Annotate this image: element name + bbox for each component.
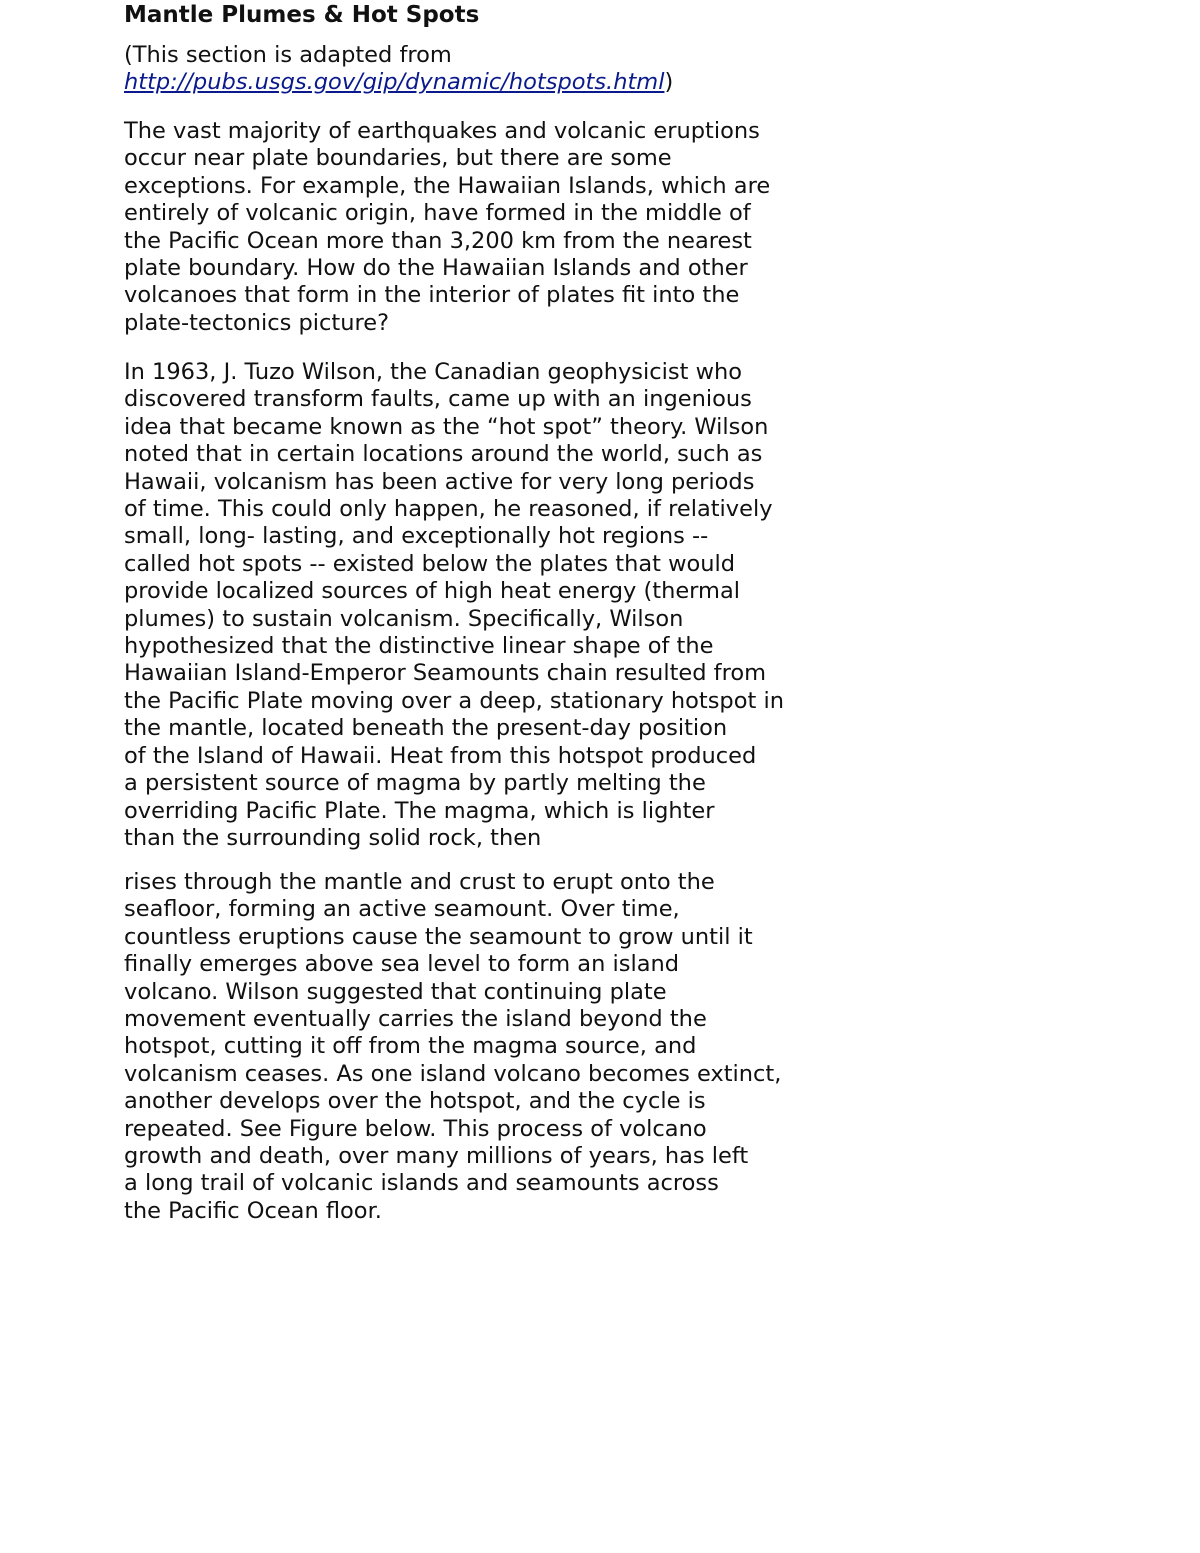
paragraph-line: volcanism ceases. As one island volcano becomes extinct, [124,1060,782,1087]
paragraph-3 [124,869,781,1225]
paragraph-line: finally emerges above sea level to form an island [124,951,680,978]
paragraph-line: another develops over the hotspot, and the cycle is [124,1088,706,1115]
paragraph-line: movement eventually carries the island beyond the [124,1006,707,1033]
paragraph-line: the Pacific Ocean more than 3,200 km from the nearest [124,227,752,254]
paragraph-line: countless eruptions cause the seamount to grow until it [124,923,753,950]
paragraph-line: of time. This could only happen, he reasoned, if relatively [124,496,773,523]
source-suffix: ) [664,69,674,96]
paragraph-line: volcanoes that form in the interior of plates fit into the [124,282,740,309]
paragraph-line: the mantle, located beneath the present-day position [124,715,728,742]
paragraph-line: volcano. Wilson suggested that continuing plate [124,978,667,1005]
paragraph-1 [124,118,770,337]
paragraph-line: plate-tectonics picture? [124,309,390,336]
paragraph-line: than the surrounding solid rock, then [124,824,542,851]
source-link-line [124,69,673,96]
paragraph-line: occur near plate boundaries, but there are some [124,145,672,172]
paragraph-line: discovered transform faults, came up with an ingenious [124,386,752,413]
paragraph-line: small, long- lasting, and exceptionally hot regions -- [124,523,709,550]
paragraph-line: idea that became known as the “hot spot” theory. Wilson [124,413,769,440]
paragraph-line: In 1963, J. Tuzo Wilson, the Canadian geophysicist who [124,359,743,385]
paragraph-line: provide localized sources of high heat energy (thermal [124,578,740,605]
paragraph-line: the Pacific Plate moving over a deep, stationary hotspot in [124,687,784,714]
source-prefix: (This section is adapted from [124,42,452,68]
paragraph-line: growth and death, over many millions of years, has left [124,1143,749,1170]
source-link[interactable]: http://pubs.usgs.gov/gip/dynamic/hotspots.html [124,69,665,96]
paragraph-line: repeated. See Figure below. This process of volcano [124,1115,707,1142]
paragraph-line: a persistent source of magma by partly melting the [124,770,706,797]
paragraph-line: hypothesized that the distinctive linear shape of the [124,633,714,660]
paragraph-line: a long trail of volcanic islands and seamounts across [124,1170,719,1197]
paragraph-line: rises through the mantle and crust to erupt onto the [124,869,715,895]
paragraph-line: the Pacific Ocean floor. [124,1197,382,1224]
paragraph-line: The vast majority of earthquakes and volcanic eruptions [124,118,760,144]
paragraph-line: Hawaii, volcanism has been active for very long periods [124,468,755,495]
paragraph-line: exceptions. For example, the Hawaiian Islands, which are [124,172,771,199]
paragraph-line: overriding Pacific Plate. The magma, which is lighter [124,797,715,824]
page-title: Mantle Plumes & Hot Spots [124,2,480,28]
source-citation [124,42,673,97]
paragraph-line: called hot spots -- existed below the plates that would [124,550,736,577]
paragraph-line: Hawaiian Island-Emperor Seamounts chain resulted from [124,660,767,687]
paragraph-line: hotspot, cutting it off from the magma source, and [124,1033,697,1060]
paragraph-line: noted that in certain locations around the world, such as [124,441,763,468]
paragraph-line: plumes) to sustain volcanism. Specifically, Wilson [124,605,684,632]
paragraph-line: entirely of volcanic origin, have formed in the middle of [124,200,751,227]
paragraph-line: seafloor, forming an active seamount. Over time, [124,896,680,923]
paragraph-line: plate boundary. How do the Hawaiian Islands and other [124,255,748,282]
paragraph-line: of the Island of Hawaii. Heat from this hotspot produced [124,742,757,769]
paragraph-2 [124,359,784,852]
